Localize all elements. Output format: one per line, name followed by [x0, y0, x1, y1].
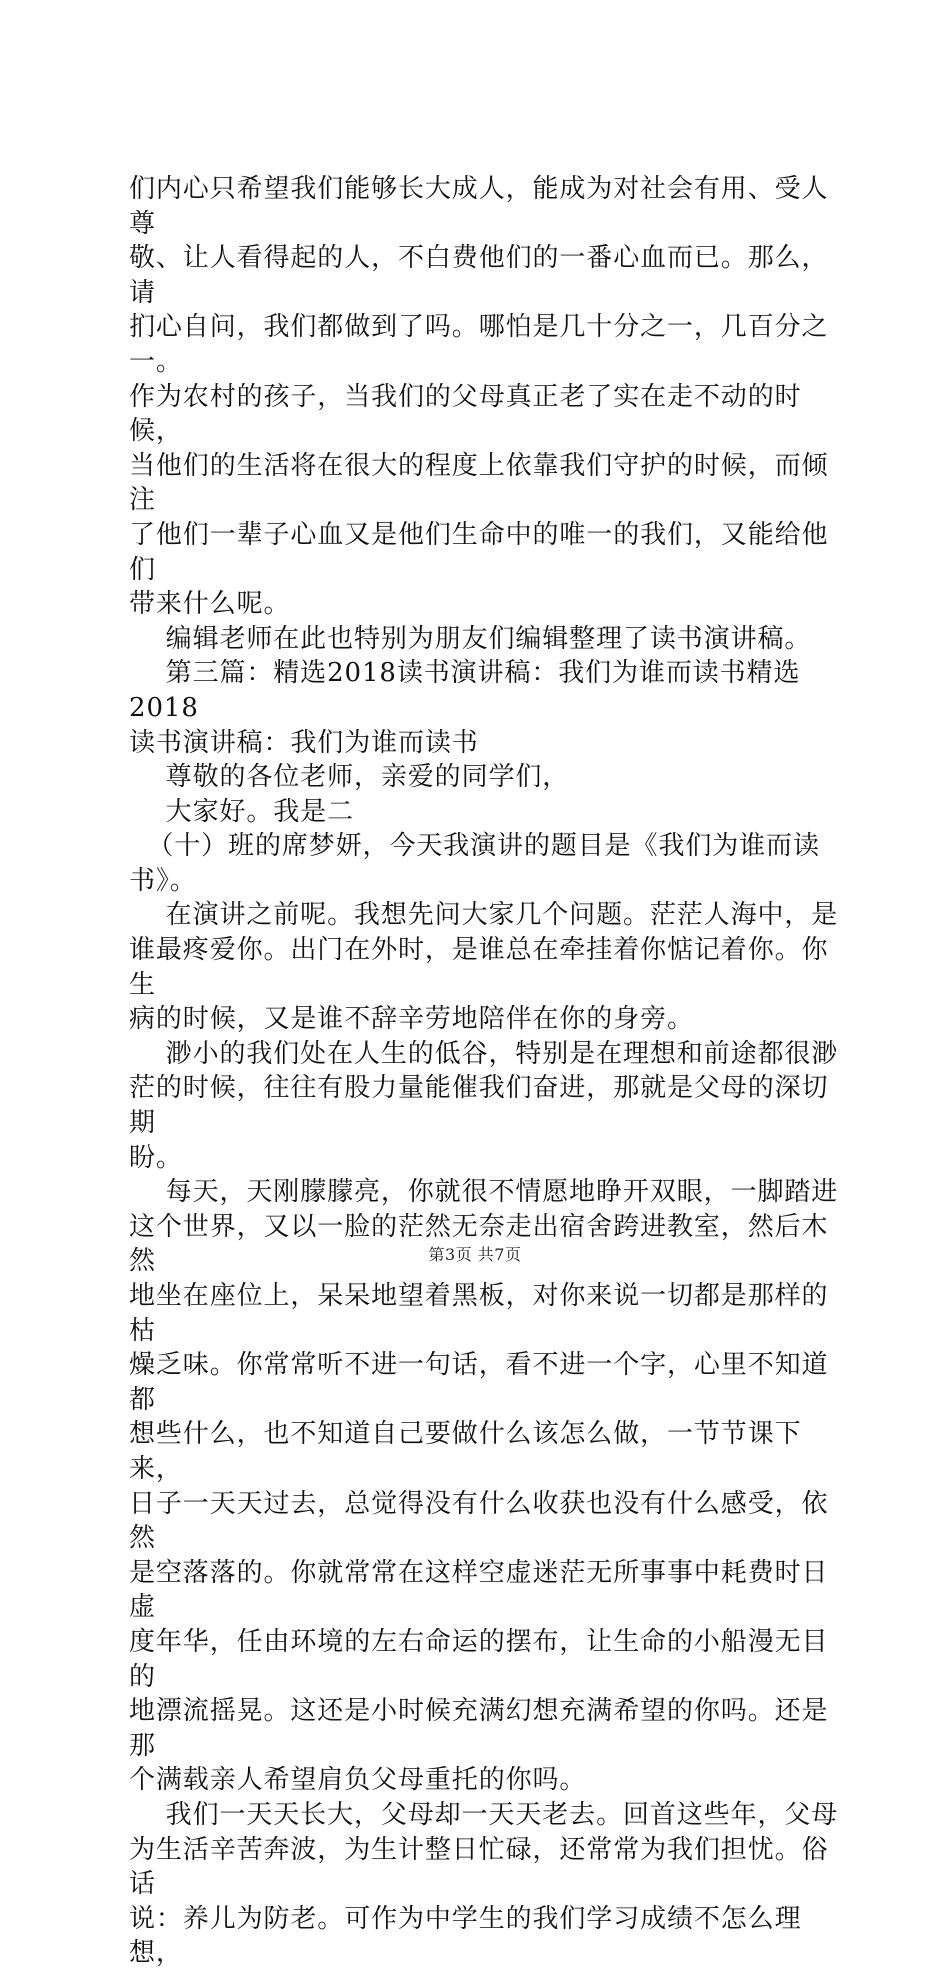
- text-line: 尊敬的各位老师，亲爱的同学们，: [129, 762, 570, 793]
- text-line: 读书演讲稿：我们为谁而读书: [129, 727, 479, 758]
- text-line: 地坐在座位上，呆呆地望着黑板，对你来说一切都是那样的枯: [129, 1281, 829, 1346]
- text-line: 谁最疼爱你。出门在外时，是谁总在牵挂着你惦记着你。你生: [129, 935, 829, 1000]
- text-line: 盼。: [129, 1142, 183, 1173]
- text-line: 扪心自问，我们都做到了吗。哪怕是几十分之一，几百分之一。: [129, 312, 829, 377]
- text-line: 为生活辛苦奔波，为生计整日忙碌，还常常为我们担忧。俗话: [129, 1834, 829, 1900]
- text-line: 当他们的生活将在很大的程度上依靠我们守护的时候，而倾注: [129, 450, 829, 516]
- text-line: 我们一天天长大，父母却一天天老去。回首这些年，父母: [129, 1799, 839, 1830]
- text-line: 说：养儿为防老。可作为中学生的我们学习成绩不怎么理想，: [129, 1903, 802, 1969]
- body-text: [129, 172, 849, 1971]
- text-line: 地漂流摇晃。这还是小时候充满幻想充满希望的你吗。还是那: [129, 1696, 829, 1761]
- text-line: 作为农村的孩子，当我们的父母真正老了实在走不动的时候，: [129, 381, 802, 447]
- text-line: 病的时候，又是谁不辞辛劳地陪伴在你的身旁。: [129, 1004, 694, 1035]
- text-line: 们内心只希望我们能够长大成人，能成为对社会有用、受人尊: [129, 174, 829, 239]
- page-footer: 第3页 共7页: [428, 1245, 522, 1264]
- text-line: 个满载亲人希望肩负父母重托的你吗。: [129, 1765, 587, 1796]
- text-line: 在演讲之前呢。我想先问大家几个问题。茫茫人海中，是: [129, 900, 839, 931]
- text-line: 渺小的我们处在人生的低谷，特别是在理想和前途都很渺: [129, 1038, 839, 1069]
- text-line: 编辑老师在此也特别为朋友们编辑整理了读书演讲稿。: [129, 623, 812, 654]
- text-line: 带来什么呢。: [129, 589, 291, 620]
- text-line: 这个世界，又以一脸的茫然无奈走出宿舍跨进教室，然后木然: [129, 1211, 829, 1277]
- text-line: 大家好。我是二: [129, 796, 354, 827]
- text-line: 了他们一辈子心血又是他们生命中的唯一的我们，又能给他们: [129, 519, 829, 585]
- text-line: 茫的时候，往往有股力量能催我们奋进，那就是父母的深切期: [129, 1073, 829, 1139]
- text-line: 每天，天刚朦朦亮，你就很不情愿地睁开双眼，一脚踏进: [129, 1177, 839, 1208]
- text-line: 敬、让人看得起的人，不白费他们的一番心血而已。那么，请: [129, 243, 829, 308]
- text-line: 燥乏味。你常常听不进一句话，看不进一个字，心里不知道都: [129, 1350, 829, 1415]
- text-line: 第三篇：精选2018读书演讲稿：我们为谁而读书精选2018: [129, 658, 801, 723]
- text-line: 日子一天天过去，总觉得没有什么收获也没有什么感受，依然: [129, 1488, 829, 1554]
- text-line: 是空落落的。你就常常在这样空虚迷茫无所事事中耗费时日虚: [129, 1557, 829, 1623]
- text-line: （十）班的席梦妍，今天我演讲的题目是《我们为谁而读: [129, 831, 820, 862]
- text-line: 度年华，任由环境的左右命运的摆布，让生命的小船漫无目的: [129, 1626, 829, 1692]
- text-line: 想些什么，也不知道自己要做什么该怎么做，一节节课下来，: [129, 1419, 802, 1484]
- text-line: 书》。: [129, 865, 197, 896]
